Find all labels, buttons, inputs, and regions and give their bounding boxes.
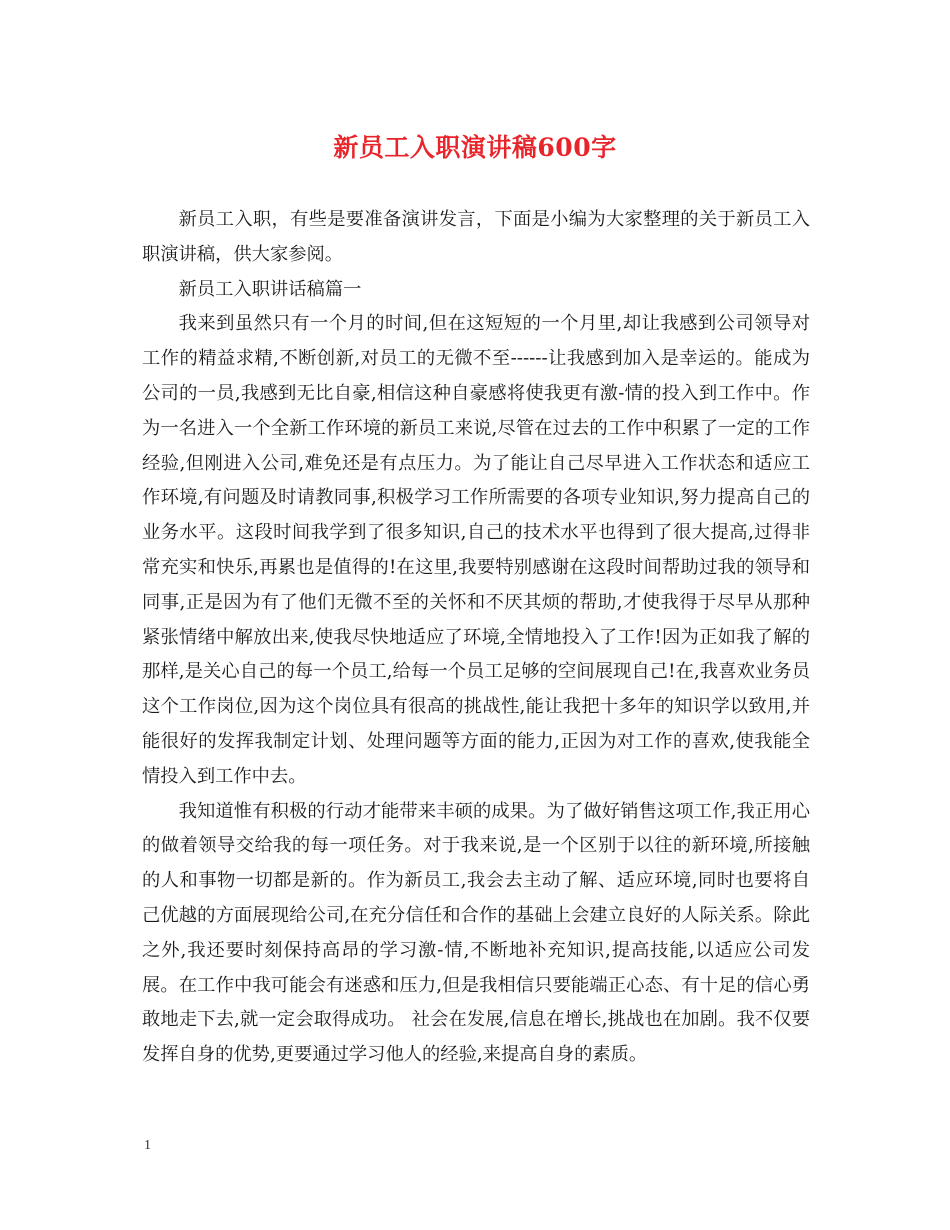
body-paragraph-2: 我知道惟有积极的行动才能带来丰硕的成果。为了做好销售这项工作,我正用心的做着领导交给我的每一项任务。对于我来说,是一个区别于以往的新环境,所接触的人和事物一切都是新的。作为新员工,我会去主动了解、适应环境,同时也要将自己优越的方面展现给公司,在充分信任和合作的基础上会建立良好的人际关系。除此之外,我还要时刻保持高昂的学习激-情,不断地补充知识,提高技能,以适应公司发展。在工作中我可能会有迷惑和压力,但是我相信只要能端正心态、有十足的信心勇敢地走下去,就一定会取得成功。 社会在发展,信息在增长,挑战也在加剧。我不仅要发挥自身的优势,更要通过学习他人的经验,来提高自身的素质。	[142, 800, 810, 1066]
section-heading: 新员工入职讲话稿篇一	[178, 278, 362, 300]
document-body	[142, 203, 810, 1073]
body-paragraph-1: 我来到虽然只有一个月的时间,但在这短短的一个月里,却让我感到公司领导对工作的精益求精,不断创新,对员工的无微不至------让我感到加入是幸运的。能成为公司的一员,我感到无比自豪,相信这种自豪感将使我更有激-情的投入到工作中。作为一名进入一个全新工作环境的新员工来说,尽管在过去的工作中积累了一定的工作经验,但刚进入公司,难免还是有点压力。为了能让自己尽早进入工作状态和适应工作环境,有问题及时请教同事,积极学习工作所需要的各项专业知识,努力提高自己的业务水平。这段时间我学到了很多知识,自己的技术水平也得到了很大提高,过得非常充实和快乐,再累也是值得的!在这里,我要特别感谢在这段时间帮助过我的领导和同事,正是因为有了他们无微不至的关怀和不厌其烦的帮助,才使我得于尽早从那种紧张情绪中解放出来,使我尽快地适应了环境,全情地投入了工作!因为正如我了解的那样,是关心自己的每一个员工,给每一个员工足够的空间展现自己!在,我喜欢业务员这个工作岗位,因为这个岗位具有很高的挑战性,能让我把十多年的知识学以致用,并能很好的发挥我制定计划、处理问题等方面的能力,正因为对工作的喜欢,使我能全情投入到工作中去。	[142, 313, 810, 787]
intro-paragraph: 新员工入职，有些是要准备演讲发言，下面是小编为大家整理的关于新员工入职演讲稿，供大家参阅。	[142, 209, 810, 265]
page-number: 1	[144, 1138, 151, 1153]
document-title: 新员工入职演讲稿600字	[333, 133, 617, 162]
